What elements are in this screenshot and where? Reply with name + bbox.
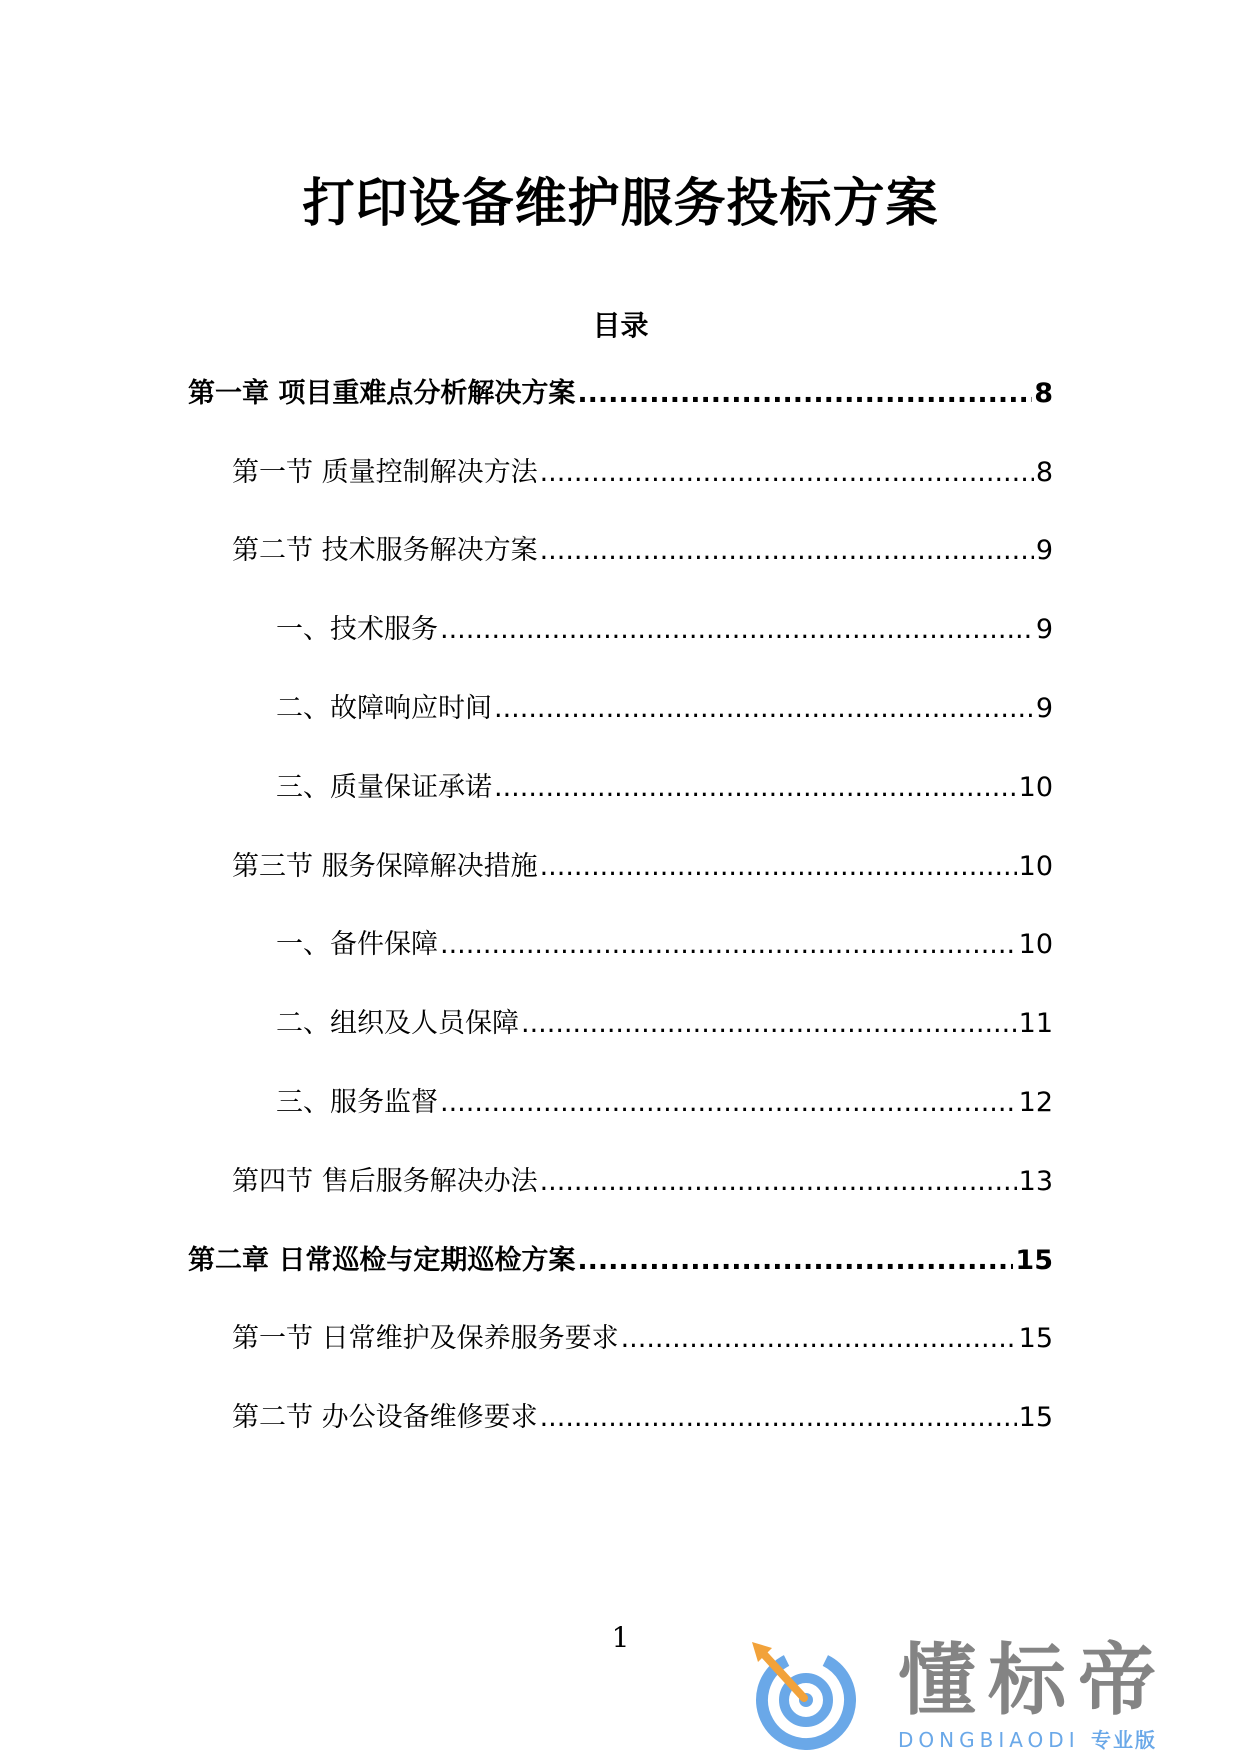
toc-entry-page: 9 xyxy=(1035,535,1053,566)
toc-entry-label: 三、服务监督 xyxy=(276,1087,438,1118)
toc-entry-label: 第二节 技术服务解决方案 xyxy=(232,535,538,566)
toc-entry-chapter-2[interactable] xyxy=(188,1239,1053,1279)
toc-entry-label: 一、备件保障 xyxy=(276,929,438,960)
toc-dot-leader xyxy=(494,691,1034,727)
toc-entry-label: 二、组织及人员保障 xyxy=(276,1008,519,1039)
toc-entry-page: 13 xyxy=(1018,1166,1053,1197)
target-arrow-icon xyxy=(746,1640,856,1750)
toc-entry-section[interactable] xyxy=(232,1160,1053,1200)
toc-dot-leader xyxy=(540,849,1017,885)
toc-entry-label: 第二节 办公设备维修要求 xyxy=(232,1402,538,1433)
toc-entry-page: 9 xyxy=(1035,614,1053,645)
toc-dot-leader xyxy=(440,927,1017,963)
document-title: 打印设备维护服务投标方案 xyxy=(302,174,939,234)
toc-entry-page: 10 xyxy=(1018,851,1053,882)
toc-entry-subsection[interactable] xyxy=(276,608,1053,648)
toc-dot-leader xyxy=(440,612,1034,648)
toc-entry-chapter-1[interactable] xyxy=(188,372,1053,412)
toc-entry-label: 第二章 日常巡检与定期巡检方案 xyxy=(188,1245,576,1276)
toc-dot-leader xyxy=(494,770,1017,806)
toc-entry-subsection[interactable] xyxy=(276,1002,1053,1042)
watermark-edition: 专业版 xyxy=(1090,1728,1157,1752)
toc-entry-label: 二、故障响应时间 xyxy=(276,693,492,724)
toc-entry-section[interactable] xyxy=(232,451,1053,491)
toc-entry-section[interactable] xyxy=(232,529,1053,569)
toc-entry-page: 15 xyxy=(1018,1323,1053,1354)
toc-dot-leader xyxy=(577,1243,1013,1279)
toc-dot-leader xyxy=(540,1400,1017,1436)
toc-dot-leader xyxy=(540,533,1034,569)
toc-entry-label: 第一节 质量控制解决方法 xyxy=(232,457,538,488)
toc-entry-page: 15 xyxy=(1018,1402,1053,1433)
toc-dot-leader xyxy=(540,1164,1017,1200)
toc-entry-section[interactable] xyxy=(232,1317,1053,1357)
toc-entry-section[interactable] xyxy=(232,1396,1053,1436)
toc-entry-label: 一、技术服务 xyxy=(276,614,438,645)
toc-dot-leader xyxy=(440,1085,1017,1121)
toc-entry-page: 10 xyxy=(1018,772,1053,803)
toc-entry-page: 8 xyxy=(1035,457,1053,488)
watermark-brand: 懂标帝 xyxy=(898,1636,1169,1726)
watermark xyxy=(740,1632,1241,1754)
toc-entry-label: 三、质量保证承诺 xyxy=(276,772,492,803)
toc-entry-subsection[interactable] xyxy=(276,687,1053,727)
toc-entry-label: 第四节 售后服务解决办法 xyxy=(232,1166,538,1197)
toc-entry-page: 8 xyxy=(1034,378,1053,409)
toc-entry-page: 9 xyxy=(1035,693,1053,724)
toc-dot-leader xyxy=(621,1321,1017,1357)
watermark-latin: DONGBIAODI xyxy=(898,1728,1080,1752)
page-number: 1 xyxy=(611,1621,630,1654)
toc-entry-subsection[interactable] xyxy=(276,1081,1053,1121)
toc-entry-label: 第三节 服务保障解决措施 xyxy=(232,851,538,882)
toc-entry-page: 11 xyxy=(1018,1008,1053,1039)
watermark-subtitle xyxy=(898,1728,1157,1752)
toc-entry-subsection[interactable] xyxy=(276,766,1053,806)
toc-dot-leader xyxy=(521,1006,1017,1042)
toc-entry-subsection[interactable] xyxy=(276,923,1053,963)
toc-entry-label: 第一章 项目重难点分析解决方案 xyxy=(188,378,576,409)
toc-heading: 目录 xyxy=(592,309,649,342)
toc-entry-page: 15 xyxy=(1015,1245,1053,1276)
toc-entry-page: 12 xyxy=(1018,1087,1053,1118)
toc-dot-leader xyxy=(577,376,1032,412)
toc-dot-leader xyxy=(540,455,1034,491)
toc-entry-label: 第一节 日常维护及保养服务要求 xyxy=(232,1323,619,1354)
toc-entry-page: 10 xyxy=(1018,929,1053,960)
toc-entry-section[interactable] xyxy=(232,845,1053,885)
